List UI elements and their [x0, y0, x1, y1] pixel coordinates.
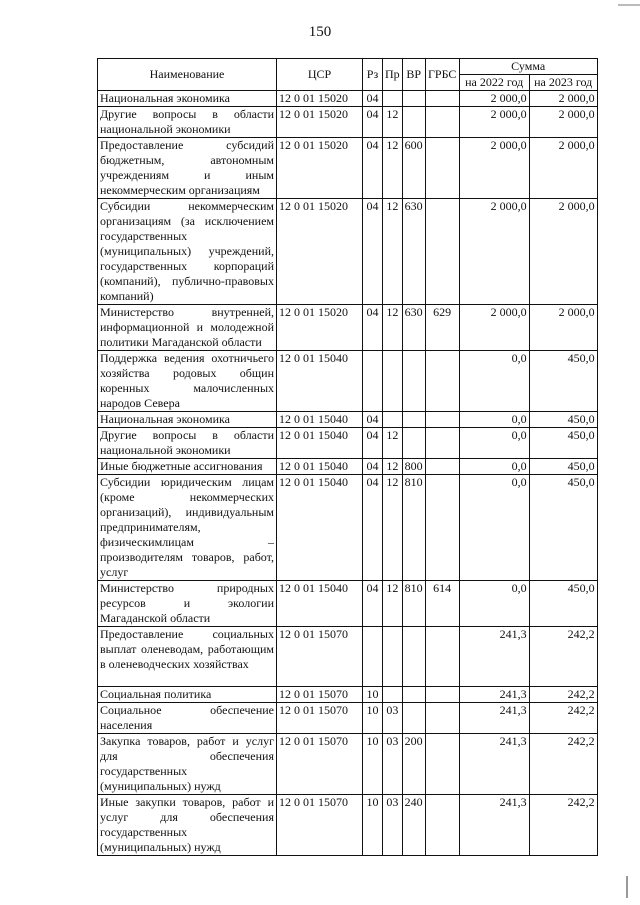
row-name: Субсидии юридическим лицам (кроме некоммерческих организаций), индивидуальным предпринимателям, физическимлицам – производителям товаров, работ, услуг: [98, 475, 277, 581]
row-pr: 12: [383, 459, 403, 475]
row-vr: 240: [402, 795, 425, 856]
row-name: Министерство природных ресурсов и экологии Магаданской области: [98, 581, 277, 627]
row-vr: 630: [402, 199, 425, 305]
row-grbs: [425, 138, 459, 199]
row-name: Иные закупки товаров, работ и услуг для обеспечения государственных (муниципальных) нужд: [98, 795, 277, 856]
budget-table: [97, 58, 598, 856]
row-amount-2023: 450,0: [529, 581, 597, 627]
row-pr: [383, 687, 403, 703]
row-pr: 12: [383, 305, 403, 351]
row-pr: [383, 412, 403, 428]
row-amount-2023: 242,2: [529, 627, 597, 687]
table-row: [98, 91, 598, 107]
row-rz: [363, 627, 383, 687]
table-row: [98, 428, 598, 459]
row-name: Предоставление социальных выплат оленеводам, работающим в оленеводческих хозяйствах: [98, 627, 277, 687]
table-row: [98, 734, 598, 795]
row-amount-2023: 242,2: [529, 734, 597, 795]
row-amount-2023: 2 000,0: [529, 107, 597, 138]
row-rz: 04: [363, 199, 383, 305]
row-grbs: [425, 703, 459, 734]
row-csr: 12 0 01 15040: [277, 581, 363, 627]
row-vr: [402, 627, 425, 687]
row-vr: 600: [402, 138, 425, 199]
row-rz: 04: [363, 305, 383, 351]
row-grbs: 629: [425, 305, 459, 351]
row-amount-2022: 241,3: [459, 734, 529, 795]
row-amount-2022: 2 000,0: [459, 199, 529, 305]
row-pr: 03: [383, 795, 403, 856]
header-year-2022: на 2022 год: [459, 75, 529, 91]
row-pr: 12: [383, 138, 403, 199]
scan-corner-mark: [618, 4, 640, 6]
row-grbs: [425, 459, 459, 475]
header-vr: ВР: [402, 59, 425, 91]
table-row: [98, 412, 598, 428]
row-amount-2022: 241,3: [459, 627, 529, 687]
row-pr: [383, 351, 403, 412]
row-csr: 12 0 01 15040: [277, 459, 363, 475]
row-csr: 12 0 01 15040: [277, 412, 363, 428]
row-name: Национальная экономика: [98, 91, 277, 107]
row-rz: 10: [363, 687, 383, 703]
row-name: Национальная экономика: [98, 412, 277, 428]
table-body: [98, 91, 598, 856]
row-amount-2022: 0,0: [459, 412, 529, 428]
row-amount-2023: 450,0: [529, 428, 597, 459]
row-vr: [402, 428, 425, 459]
header-grbs: ГРБС: [425, 59, 459, 91]
row-amount-2022: 2 000,0: [459, 138, 529, 199]
row-vr: [402, 412, 425, 428]
row-name: Социальная политика: [98, 687, 277, 703]
row-rz: [363, 351, 383, 412]
row-amount-2023: 242,2: [529, 795, 597, 856]
row-amount-2023: 450,0: [529, 351, 597, 412]
table-row: [98, 459, 598, 475]
row-pr: 12: [383, 428, 403, 459]
row-amount-2023: 450,0: [529, 475, 597, 581]
row-vr: 810: [402, 581, 425, 627]
row-vr: 200: [402, 734, 425, 795]
row-name: Предоставление субсидий бюджетным, автономным учреждениям и иным некоммерческим организациям: [98, 138, 277, 199]
table-row: [98, 687, 598, 703]
row-amount-2023: 450,0: [529, 412, 597, 428]
row-grbs: [425, 412, 459, 428]
row-csr: 12 0 01 15020: [277, 138, 363, 199]
header-name: Наименование: [98, 59, 277, 91]
row-csr: 12 0 01 15040: [277, 428, 363, 459]
header-rz: Рз: [363, 59, 383, 91]
row-amount-2022: 0,0: [459, 475, 529, 581]
row-grbs: [425, 734, 459, 795]
row-amount-2023: 2 000,0: [529, 305, 597, 351]
header-csr: ЦСР: [277, 59, 363, 91]
row-csr: 12 0 01 15070: [277, 627, 363, 687]
row-pr: 12: [383, 581, 403, 627]
table-row: [98, 305, 598, 351]
row-grbs: [425, 687, 459, 703]
row-csr: 12 0 01 15020: [277, 199, 363, 305]
header-year-2023: на 2023 год: [529, 75, 597, 91]
row-csr: 12 0 01 15070: [277, 703, 363, 734]
row-csr: 12 0 01 15040: [277, 475, 363, 581]
table-row: [98, 581, 598, 627]
page-number: 150: [308, 24, 332, 40]
row-grbs: 614: [425, 581, 459, 627]
scan-side-mark: [626, 876, 628, 898]
row-amount-2023: 242,2: [529, 687, 597, 703]
row-pr: 12: [383, 199, 403, 305]
row-amount-2023: 242,2: [529, 703, 597, 734]
row-rz: 04: [363, 581, 383, 627]
row-rz: 10: [363, 734, 383, 795]
row-amount-2022: 241,3: [459, 687, 529, 703]
row-vr: [402, 107, 425, 138]
table-row: [98, 351, 598, 412]
row-grbs: [425, 107, 459, 138]
row-pr: 03: [383, 703, 403, 734]
row-amount-2023: 2 000,0: [529, 138, 597, 199]
row-rz: 04: [363, 138, 383, 199]
row-amount-2022: 0,0: [459, 428, 529, 459]
row-rz: 04: [363, 107, 383, 138]
row-amount-2022: 2 000,0: [459, 305, 529, 351]
row-grbs: [425, 475, 459, 581]
row-amount-2022: 0,0: [459, 459, 529, 475]
row-rz: 04: [363, 475, 383, 581]
row-vr: 810: [402, 475, 425, 581]
row-amount-2022: 241,3: [459, 795, 529, 856]
table-row: [98, 795, 598, 856]
row-rz: 04: [363, 412, 383, 428]
row-grbs: [425, 428, 459, 459]
row-name: Поддержка ведения охотничьего хозяйства родовых общин коренных малочисленных народов Севера: [98, 351, 277, 412]
header-pr: Пр: [383, 59, 403, 91]
row-csr: 12 0 01 15040: [277, 351, 363, 412]
row-amount-2022: 0,0: [459, 581, 529, 627]
row-vr: 630: [402, 305, 425, 351]
row-name: Социальное обеспечение населения: [98, 703, 277, 734]
table-row: [98, 199, 598, 305]
row-rz: 04: [363, 91, 383, 107]
row-amount-2022: 2 000,0: [459, 91, 529, 107]
row-name: Иные бюджетные ассигнования: [98, 459, 277, 475]
header-sum: Сумма: [459, 59, 597, 75]
row-vr: [402, 687, 425, 703]
row-pr: 12: [383, 475, 403, 581]
table-row: [98, 138, 598, 199]
row-name: Закупка товаров, работ и услуг для обеспечения государственных (муниципальных) нужд: [98, 734, 277, 795]
row-csr: 12 0 01 15020: [277, 91, 363, 107]
row-vr: [402, 703, 425, 734]
row-amount-2022: 241,3: [459, 703, 529, 734]
row-rz: 10: [363, 795, 383, 856]
row-vr: [402, 91, 425, 107]
row-name: Министерство внутренней, информационной и молодежной политики Магаданской области: [98, 305, 277, 351]
row-rz: 04: [363, 428, 383, 459]
row-grbs: [425, 351, 459, 412]
row-amount-2023: 2 000,0: [529, 199, 597, 305]
row-vr: [402, 351, 425, 412]
row-grbs: [425, 199, 459, 305]
row-amount-2023: 2 000,0: [529, 91, 597, 107]
row-pr: 12: [383, 107, 403, 138]
row-grbs: [425, 627, 459, 687]
row-amount-2023: 450,0: [529, 459, 597, 475]
table-row: [98, 703, 598, 734]
table-row: [98, 107, 598, 138]
row-csr: 12 0 01 15020: [277, 305, 363, 351]
row-csr: 12 0 01 15020: [277, 107, 363, 138]
table-row: [98, 627, 598, 687]
row-amount-2022: 0,0: [459, 351, 529, 412]
row-csr: 12 0 01 15070: [277, 687, 363, 703]
row-rz: 04: [363, 459, 383, 475]
row-csr: 12 0 01 15070: [277, 795, 363, 856]
row-grbs: [425, 795, 459, 856]
row-rz: 10: [363, 703, 383, 734]
row-amount-2022: 2 000,0: [459, 107, 529, 138]
row-name: Другие вопросы в области национальной экономики: [98, 107, 277, 138]
table-row: [98, 475, 598, 581]
row-vr: 800: [402, 459, 425, 475]
row-pr: 03: [383, 734, 403, 795]
row-name: Субсидии некоммерческим организациям (за исключением государственных (муниципальных) учреждений, государственных корпораций (компаний), публично-правовых компаний): [98, 199, 277, 305]
row-pr: [383, 91, 403, 107]
row-name: Другие вопросы в области национальной экономики: [98, 428, 277, 459]
row-pr: [383, 627, 403, 687]
row-csr: 12 0 01 15070: [277, 734, 363, 795]
row-grbs: [425, 91, 459, 107]
